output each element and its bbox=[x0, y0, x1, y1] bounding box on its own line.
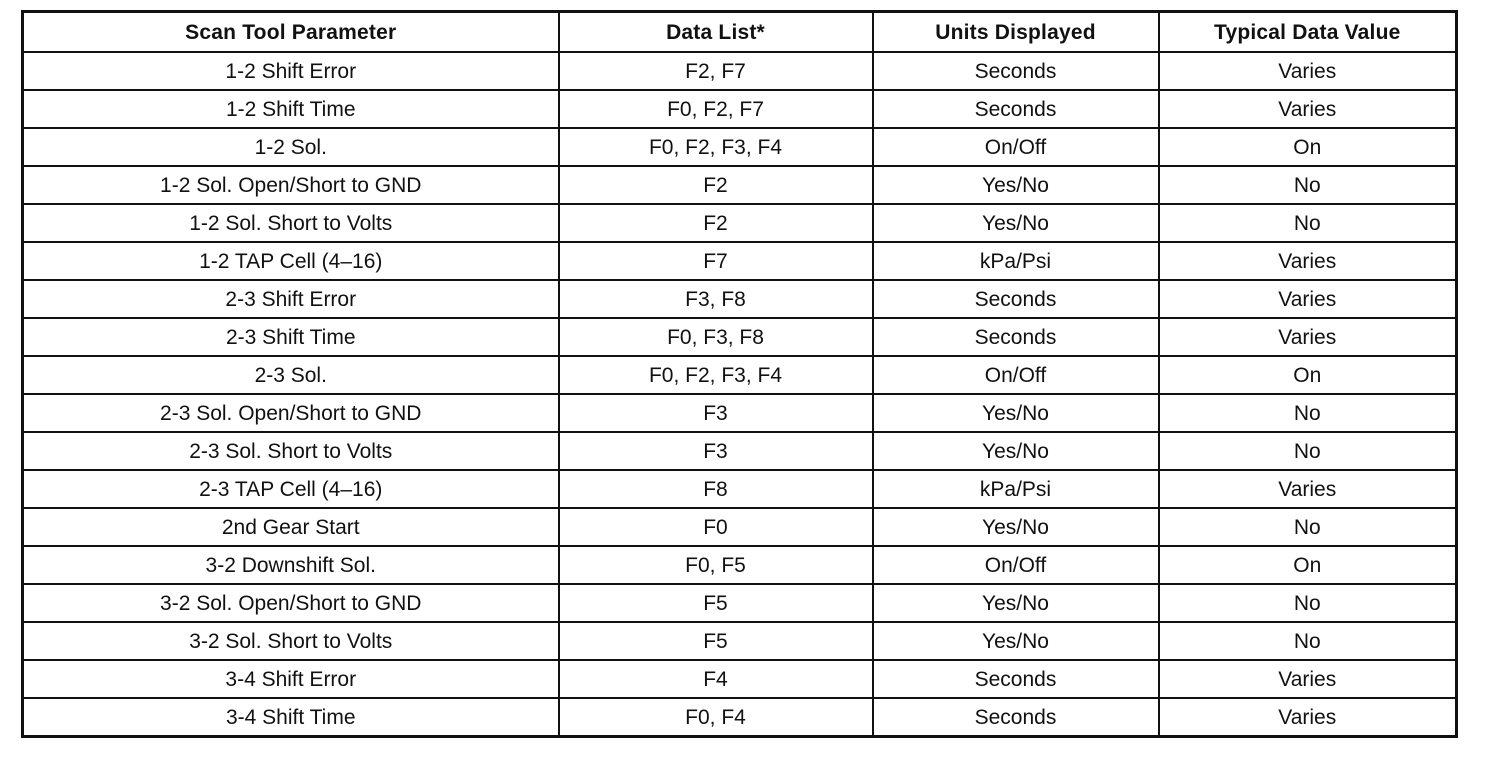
typical-value-cell: No bbox=[1159, 584, 1457, 622]
typical-value-cell: Varies bbox=[1159, 52, 1457, 90]
data-list-cell: F0, F3, F8 bbox=[559, 318, 873, 356]
data-list-cell: F4 bbox=[559, 660, 873, 698]
table-row bbox=[23, 318, 1457, 356]
header-row bbox=[23, 12, 1457, 53]
units-cell: Yes/No bbox=[873, 166, 1159, 204]
data-list-cell: F3 bbox=[559, 432, 873, 470]
scan-tool-table-container bbox=[21, 10, 1455, 738]
parameter-cell: 2-3 Shift Time bbox=[23, 318, 559, 356]
typical-value-cell: Varies bbox=[1159, 280, 1457, 318]
table-body bbox=[23, 52, 1457, 737]
units-cell: On/Off bbox=[873, 356, 1159, 394]
data-list-cell: F3, F8 bbox=[559, 280, 873, 318]
parameter-cell: 3-2 Downshift Sol. bbox=[23, 546, 559, 584]
parameter-cell: 1-2 TAP Cell (4–16) bbox=[23, 242, 559, 280]
units-cell: Seconds bbox=[873, 90, 1159, 128]
parameter-cell: 3-4 Shift Time bbox=[23, 698, 559, 737]
typical-value-cell: No bbox=[1159, 508, 1457, 546]
table-row bbox=[23, 584, 1457, 622]
parameter-cell: 3-4 Shift Error bbox=[23, 660, 559, 698]
header-data-list: Data List* bbox=[559, 12, 873, 53]
parameter-cell: 1-2 Sol. Open/Short to GND bbox=[23, 166, 559, 204]
table-row bbox=[23, 394, 1457, 432]
table-row bbox=[23, 204, 1457, 242]
parameter-cell: 2-3 TAP Cell (4–16) bbox=[23, 470, 559, 508]
parameter-cell: 2-3 Sol. bbox=[23, 356, 559, 394]
header-typical-data-value: Typical Data Value bbox=[1159, 12, 1457, 53]
data-list-cell: F2 bbox=[559, 166, 873, 204]
table-row bbox=[23, 280, 1457, 318]
typical-value-cell: Varies bbox=[1159, 90, 1457, 128]
table-row bbox=[23, 622, 1457, 660]
header-scan-tool-parameter: Scan Tool Parameter bbox=[23, 12, 559, 53]
table-row bbox=[23, 128, 1457, 166]
table-row bbox=[23, 432, 1457, 470]
table-row bbox=[23, 242, 1457, 280]
data-list-cell: F5 bbox=[559, 584, 873, 622]
data-list-cell: F5 bbox=[559, 622, 873, 660]
typical-value-cell: No bbox=[1159, 166, 1457, 204]
units-cell: Yes/No bbox=[873, 508, 1159, 546]
typical-value-cell: No bbox=[1159, 394, 1457, 432]
table-row bbox=[23, 356, 1457, 394]
parameter-cell: 2-3 Sol. Open/Short to GND bbox=[23, 394, 559, 432]
typical-value-cell: Varies bbox=[1159, 698, 1457, 737]
data-list-cell: F2 bbox=[559, 204, 873, 242]
typical-value-cell: Varies bbox=[1159, 660, 1457, 698]
table-row bbox=[23, 470, 1457, 508]
units-cell: Seconds bbox=[873, 660, 1159, 698]
parameter-cell: 1-2 Sol. bbox=[23, 128, 559, 166]
typical-value-cell: On bbox=[1159, 356, 1457, 394]
data-list-cell: F2, F7 bbox=[559, 52, 873, 90]
units-cell: Seconds bbox=[873, 280, 1159, 318]
typical-value-cell: No bbox=[1159, 204, 1457, 242]
table-row bbox=[23, 698, 1457, 737]
table-row bbox=[23, 546, 1457, 584]
units-cell: kPa/Psi bbox=[873, 242, 1159, 280]
typical-value-cell: No bbox=[1159, 622, 1457, 660]
typical-value-cell: On bbox=[1159, 128, 1457, 166]
typical-value-cell: Varies bbox=[1159, 242, 1457, 280]
parameter-cell: 2-3 Sol. Short to Volts bbox=[23, 432, 559, 470]
data-list-cell: F3 bbox=[559, 394, 873, 432]
units-cell: Yes/No bbox=[873, 584, 1159, 622]
table-row bbox=[23, 90, 1457, 128]
data-list-cell: F0, F2, F3, F4 bbox=[559, 356, 873, 394]
table-row bbox=[23, 660, 1457, 698]
table-header bbox=[23, 12, 1457, 53]
parameter-cell: 2-3 Shift Error bbox=[23, 280, 559, 318]
units-cell: kPa/Psi bbox=[873, 470, 1159, 508]
table-row bbox=[23, 52, 1457, 90]
units-cell: Yes/No bbox=[873, 204, 1159, 242]
parameter-cell: 3-2 Sol. Short to Volts bbox=[23, 622, 559, 660]
data-list-cell: F0, F2, F7 bbox=[559, 90, 873, 128]
header-units-displayed: Units Displayed bbox=[873, 12, 1159, 53]
data-list-cell: F8 bbox=[559, 470, 873, 508]
data-list-cell: F0, F4 bbox=[559, 698, 873, 737]
units-cell: Yes/No bbox=[873, 394, 1159, 432]
parameter-cell: 2nd Gear Start bbox=[23, 508, 559, 546]
typical-value-cell: Varies bbox=[1159, 470, 1457, 508]
units-cell: Seconds bbox=[873, 52, 1159, 90]
scan-tool-parameter-table bbox=[21, 10, 1458, 738]
parameter-cell: 3-2 Sol. Open/Short to GND bbox=[23, 584, 559, 622]
table-row bbox=[23, 508, 1457, 546]
typical-value-cell: No bbox=[1159, 432, 1457, 470]
units-cell: Seconds bbox=[873, 318, 1159, 356]
data-list-cell: F0, F5 bbox=[559, 546, 873, 584]
typical-value-cell: On bbox=[1159, 546, 1457, 584]
table-row bbox=[23, 166, 1457, 204]
data-list-cell: F7 bbox=[559, 242, 873, 280]
typical-value-cell: Varies bbox=[1159, 318, 1457, 356]
data-list-cell: F0, F2, F3, F4 bbox=[559, 128, 873, 166]
units-cell: On/Off bbox=[873, 546, 1159, 584]
units-cell: Yes/No bbox=[873, 432, 1159, 470]
units-cell: On/Off bbox=[873, 128, 1159, 166]
parameter-cell: 1-2 Sol. Short to Volts bbox=[23, 204, 559, 242]
data-list-cell: F0 bbox=[559, 508, 873, 546]
parameter-cell: 1-2 Shift Error bbox=[23, 52, 559, 90]
units-cell: Yes/No bbox=[873, 622, 1159, 660]
parameter-cell: 1-2 Shift Time bbox=[23, 90, 559, 128]
units-cell: Seconds bbox=[873, 698, 1159, 737]
